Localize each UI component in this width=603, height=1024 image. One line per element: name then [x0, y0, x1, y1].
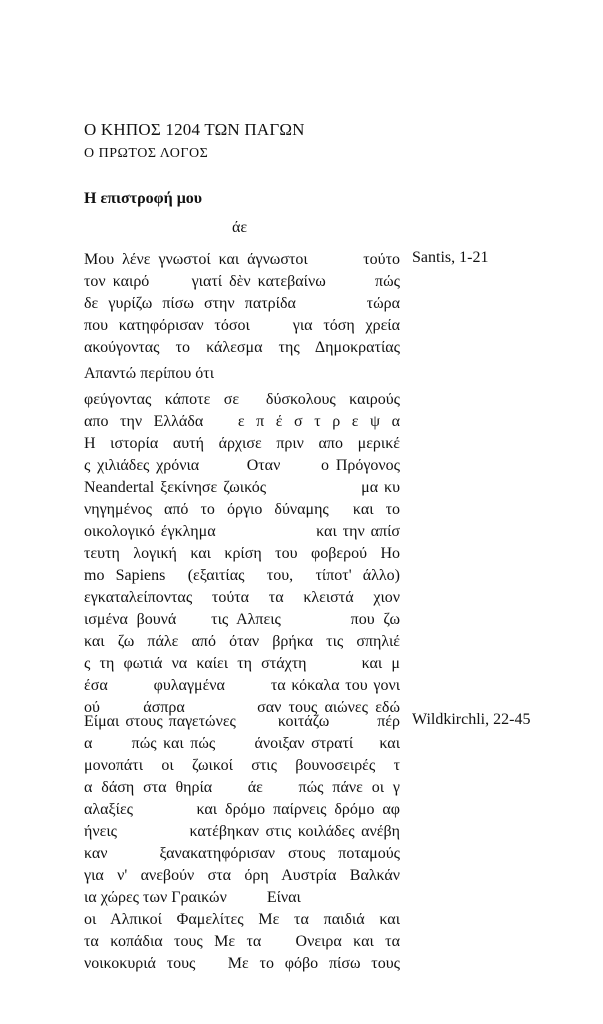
poem-line: για ν' ανεβούν στα όρη Αυστρία Βαλκάν	[84, 867, 400, 884]
page-title: Ο ΚΗΠΟΣ 1204 ΤΩΝ ΠΑΓΩΝ	[84, 120, 305, 139]
poem-line: οικολογικό έγκλημα και την απίσ	[84, 523, 400, 540]
poem-line: δε γυρίζω πίσω στην πατρίδα τώρα	[84, 295, 400, 312]
poem-line: Απαντώ περίπου ότι	[84, 365, 215, 382]
poem-line: και ζω πάλε από όταν βρήκα τις σπηλιέ	[84, 633, 400, 650]
poem-line: ια χώρες των Γραικών Είναι	[84, 889, 301, 906]
poem-line: Μου λένε γνωστοί και άγνωστοι τούτο	[84, 251, 400, 268]
poem-line: εγκαταλείποντας τούτα τα κλειστά χιον	[84, 589, 400, 606]
poem-line: α πώς και πώς άνοιξαν στρατί και	[84, 735, 400, 752]
section-heading: Η επιστροφή μου	[84, 190, 203, 207]
poem-line: ήνεις κατέβηκαν στις κοιλάδες ανέβη	[84, 823, 400, 840]
poem-line: ισμένα βουνά τις Αλπεις που ζω	[84, 611, 400, 628]
poem-line: ς χιλιάδες χρόνια Οταν ο Πρόγονος	[84, 457, 400, 474]
poem-line: καν ξανακατηφόρισαν στους ποταμούς	[84, 845, 400, 862]
poem-line: νηγημένος από το όργιο δύναμης και το	[84, 501, 400, 518]
poem-line: τευτη λογική και κρίση του φοβερού Ηο	[84, 545, 400, 562]
poem-line: τον καιρό γιατί δὲν κατεβαίνω πώς	[84, 273, 400, 290]
poem-line: αλαξίες και δρόμο παίρνεις δρόμο αφ	[84, 801, 400, 818]
poem-line: έσα φυλαγμένα τα κόκαλα του γονι	[84, 677, 400, 694]
poem-line: α δάση στα θηρία άε πώς πάνε οι γ	[84, 779, 400, 796]
poem-line: ού άσπρα σαν τους αιώνες εδώ	[84, 699, 400, 716]
marginal-note-santis: Santis, 1-21	[412, 249, 489, 266]
poem-line: Η ιστορία αυτή άρχισε πριν απο μερικέ	[84, 435, 400, 452]
poem-line: τα κοπάδια τους Με τα Ονειρα και τα	[84, 933, 400, 950]
poem-line: φεύγοντας κάποτε σε δύσκολους καιρούς	[84, 391, 400, 408]
poem-line: Είμαι στους παγετώνες κοιτάζω πέρ	[84, 713, 400, 730]
poem-line: ς τη φωτιά να καίει τη στάχτη και μ	[84, 655, 400, 672]
poem-line: μονοπάτι οι ζωικοί στις βουνοσειρές τ	[84, 757, 400, 774]
poem-line: που κατηφόρισαν τόσοι για τόση χρεία	[84, 317, 400, 334]
poem-line: νοικοκυριά τους Με το φόβο πίσω τους	[84, 955, 400, 972]
poem-line: mo Sapiens (εξαιτίας του, τίποτ' άλλο)	[84, 567, 400, 584]
poem-line: ακούγοντας το κάλεσμα της Δημοκρατίας	[84, 339, 400, 356]
poem-line: οι Αλπικοί Φαμελίτες Με τα παιδιά και	[84, 911, 400, 928]
page-subtitle: Ο ΠΡΩΤΟΣ ΛΟΓΟΣ	[84, 146, 209, 161]
poem-line: Neandertal ξεκίνησε ζωικός μα κυ	[84, 479, 400, 496]
poem-line: απο την Ελλάδα ε π έ σ τ ρ ε ψ α	[84, 413, 400, 430]
ae-mark: άε	[232, 219, 248, 236]
marginal-note-wildkirchli: Wildkirchli, 22-45	[412, 711, 531, 728]
